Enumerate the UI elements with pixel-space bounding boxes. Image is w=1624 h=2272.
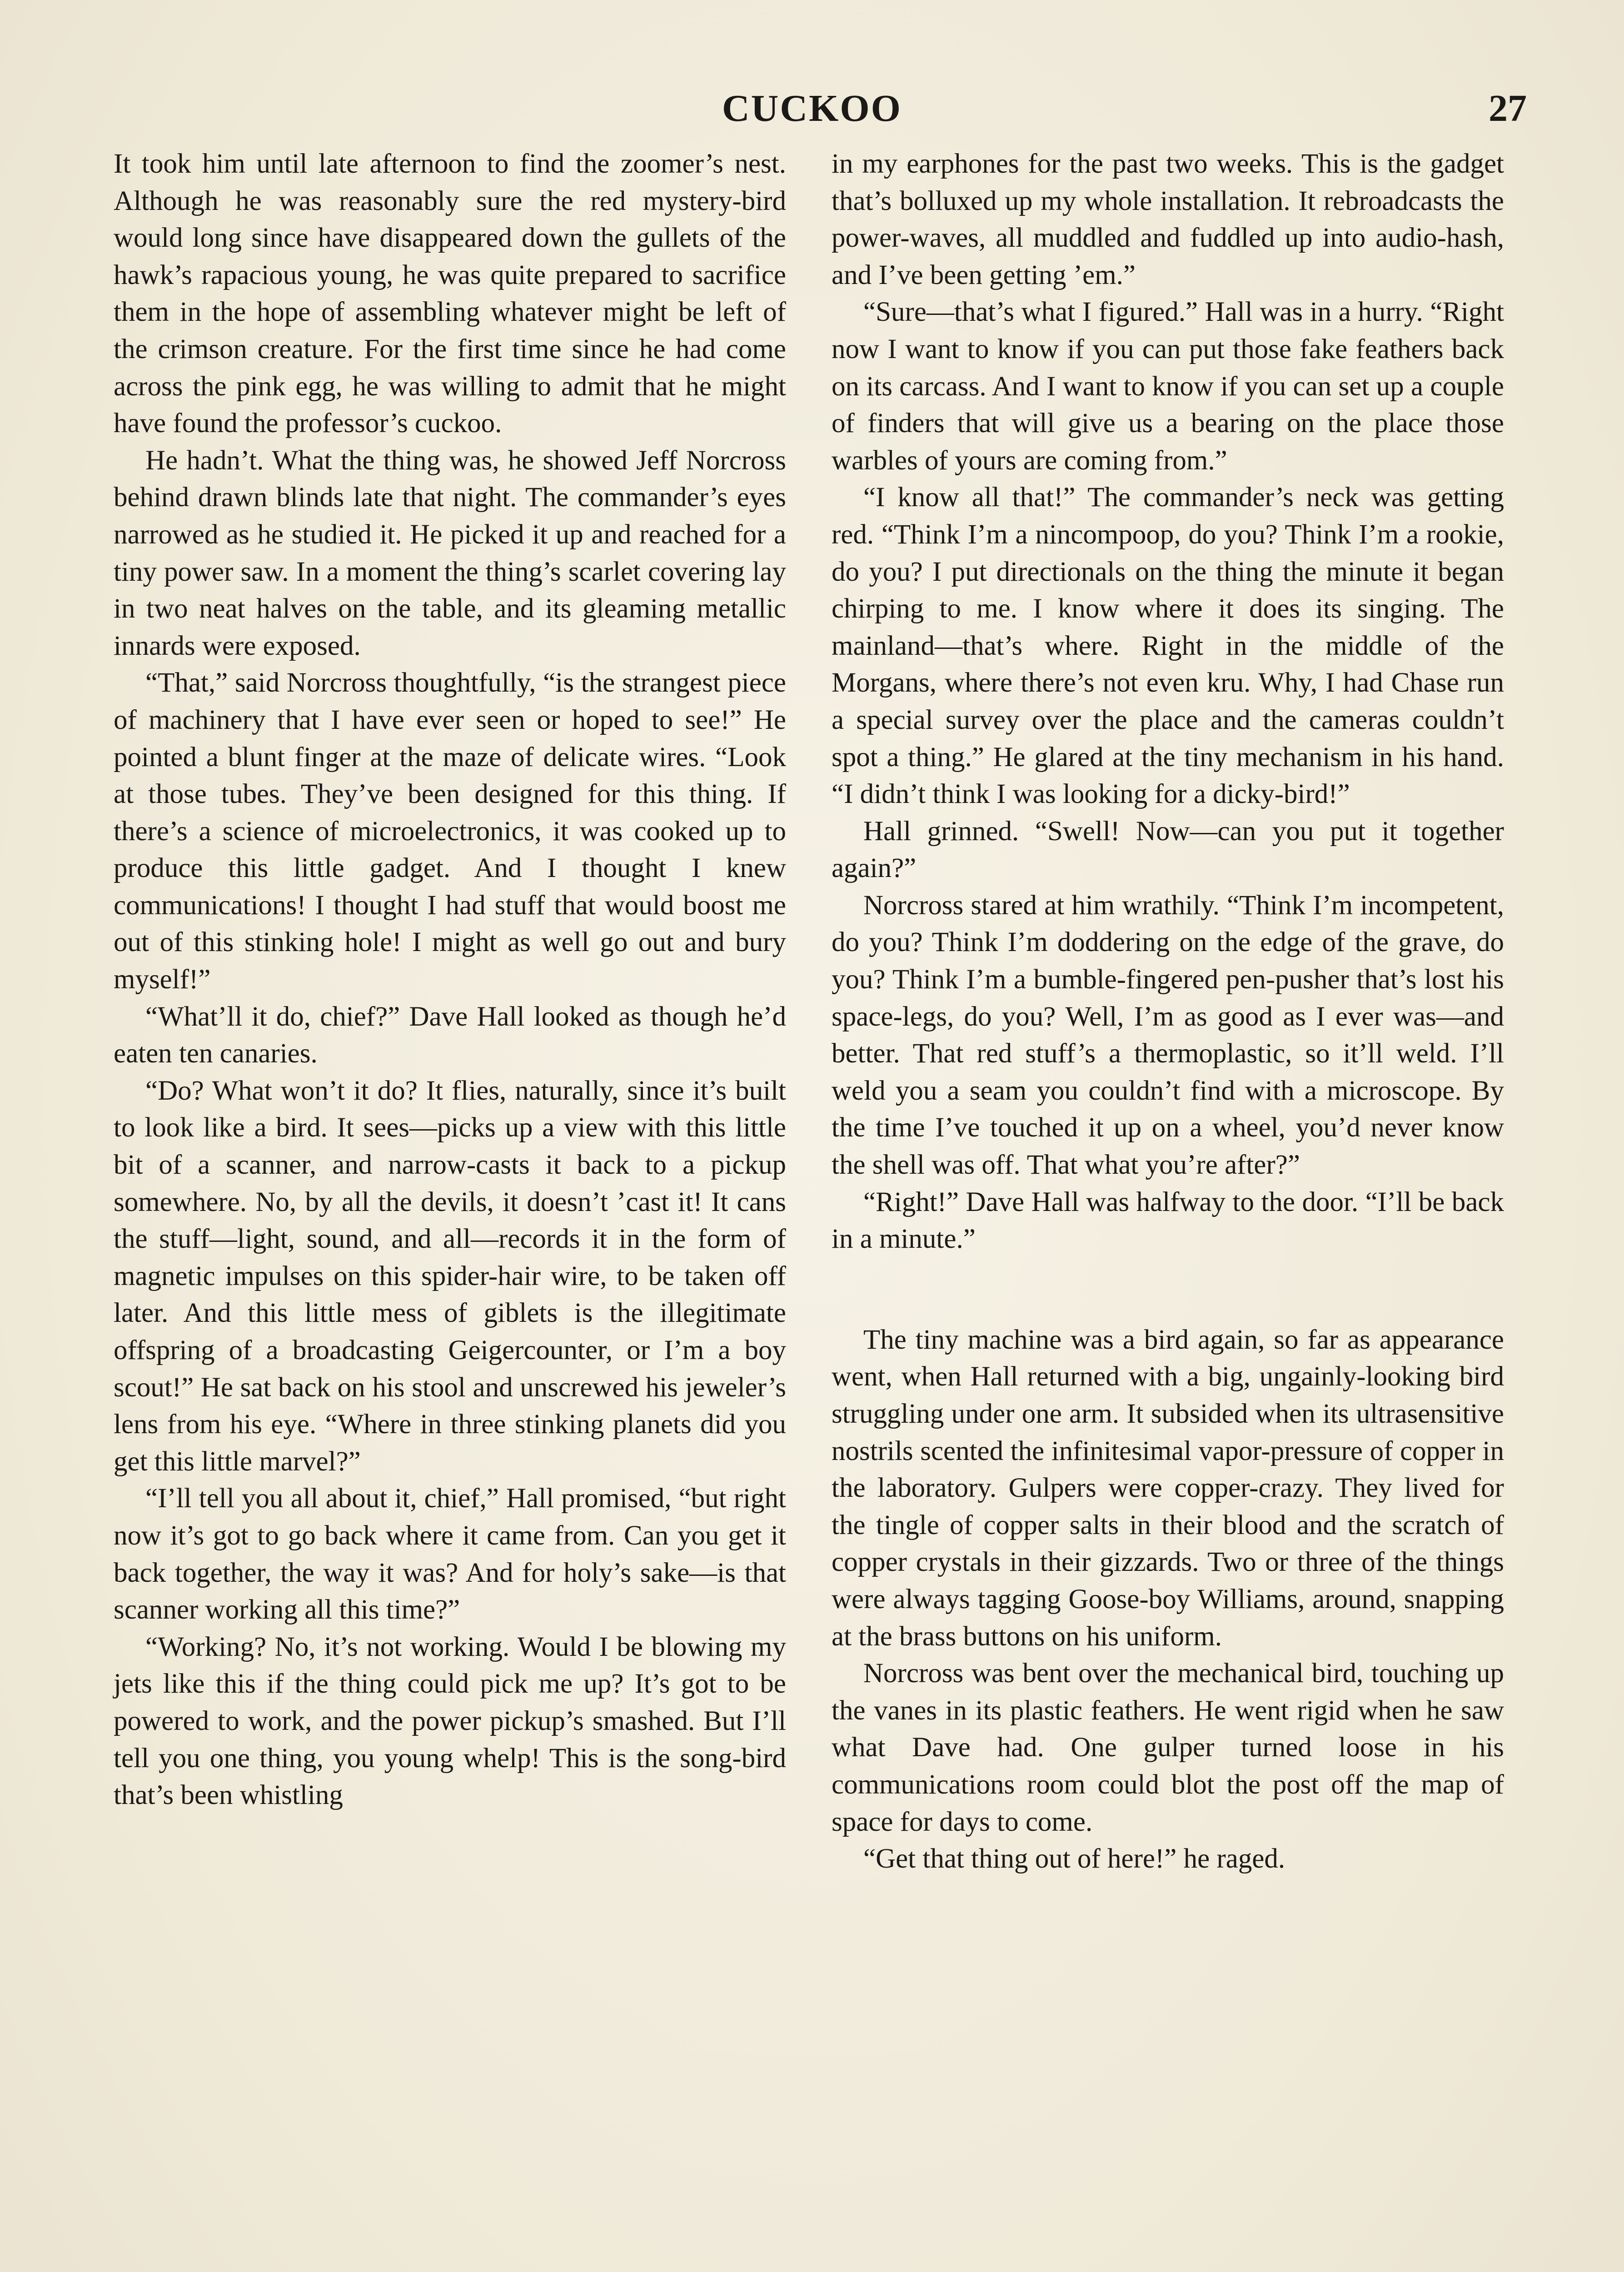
paragraph: Norcross stared at him wrathily. “Think I’m incompetent, do you? Think I’m doddering on the edge of the grave, do you? Think I’m a bumble-fingered pen-pusher that’s lost his space-legs, do you? Well, I’m as good as I ever was—and better. That red stuff’s a thermoplastic, so it’ll weld. I’ll weld you a seam you couldn’t find with a microscope. By the time I’ve touched it up on a wheel, you’d never know the shell was off. That what you’re after?”	[832, 890, 1504, 1181]
paragraph: “Do? What won’t it do? It flies, naturally, since it’s built to look like a bird. It sees—picks up a view with this little bit of a scanner, and narrow-casts it back to a pickup somewhere. No, by all the devils, it doesn’t ’cast it! It cans the stuff—light, sound, and all—records it in the form of magnetic impulses on this spider-hair wire, to be taken off later. And this little mess of giblets is the illegitimate offspring of a broadcasting Geigercounter, or I’m a boy scout!” He sat back on his stool and unscrewed his jeweler’s lens from his eye. “Where in three stinking planets did you get this little marvel?”	[114, 1075, 786, 1477]
paragraph: in my earphones for the past two weeks. This is the gadget that’s bolluxed up my whole installation. It rebroadcasts the power-waves, all muddled and fuddled up into audio-hash, and I’ve been getting ’em.”	[832, 149, 1504, 290]
paragraph: “Right!” Dave Hall was halfway to the door. “I’ll be back in a minute.”	[832, 1186, 1504, 1255]
running-title: CUCKOO	[722, 87, 902, 130]
paragraph: “Sure—that’s what I figured.” Hall was in a hurry. “Right now I want to know if you can put those fake feathers back on its carcass. And I want to know if you can set up a couple of finders that will give us a bearing on the place those warbles of yours are coming from.”	[832, 297, 1504, 476]
paragraph: “Get that thing out of here!” he raged.	[863, 1844, 1285, 1874]
paragraph: “I’ll tell you all about it, chief,” Hall promised, “but right now it’s got to go back where it came from. Can you get it back together, the way it was? And for holy’s sake—is that scanner working all this time?”	[114, 1483, 786, 1625]
paragraph: “That,” said Norcross thoughtfully, “is the strangest piece of machinery that I have ever seen or hoped to see!” He pointed a blunt finger at the maze of delicate wires. “Look at those tubes. They’ve been designed for this thing. If there’s a science of microelectronics, it was cooked up to produce this little gadget. And I thought I knew communications! I thought I had stuff that would boost me out of this stinking hole! I might as well go out and bury myself!”	[114, 668, 786, 995]
paragraph: He hadn’t. What the thing was, he showed Jeff Norcross behind drawn blinds late that night. The commander’s eyes narrowed as he studied it. He picked it up and reached for a tiny power saw. In a moment the thing’s scarlet covering lay in two neat halves on the table, and its gleaming metallic innards were exposed.	[114, 445, 786, 661]
page-number: 27	[1489, 87, 1527, 130]
paragraph: “What’ll it do, chief?” Dave Hall looked as though he’d eaten ten canaries.	[114, 1001, 786, 1069]
right-column	[832, 145, 1504, 1878]
paragraph: “I know all that!” The commander’s neck was getting red. “Think I’m a nincompoop, do you? Think I’m a rookie, do you? I put directionals on the thing the minute it began chirping to me. I know where it does its singing. The mainland—that’s where. Right in the middle of the Morgans, where there’s not even kru. Why, I had Chase run a special survey over the place and the cameras couldn’t spot a thing.” He glared at the tiny mechanism in his hand. “I didn’t think I was looking for a dicky-bird!”	[832, 482, 1504, 810]
paragraph: Hall grinned. “Swell! Now—can you put it together again?”	[832, 816, 1504, 884]
paragraph: The tiny machine was a bird again, so far as appearance went, when Hall returned with a big, ungainly-looking bird struggling under one arm. It subsided when its ultrasensitive nostrils scented the infinitesimal vapor-pressure of copper in the laboratory. Gulpers were copper-crazy. They lived for the tingle of copper salts in their blood and the scratch of copper crystals in their gizzards. Two or three of the things were always tagging Goose-boy Williams, around, snapping at the brass buttons on his uniform.	[832, 1324, 1504, 1652]
paragraph: “Working? No, it’s not working. Would I be blowing my jets like this if the thing could pick me up? It’s got to be powered to work, and the power pickup’s smashed. But I’ll tell you one thing, you young whelp! This is the song-bird that’s been whistling	[114, 1631, 786, 1811]
left-column	[114, 145, 786, 1814]
paragraph: It took him until late afternoon to find the zoomer’s nest. Although he was reasonably sure the red mystery-bird would long since have disappeared down the gullets of the hawk’s rapacious young, he was quite prepared to sacrifice them in the hope of assembling whatever might be left of the crimson creature. For the first time since he had come across the pink egg, he was willing to admit that he might have found the professor’s cuckoo.	[114, 149, 786, 439]
paragraph: Norcross was bent over the mechanical bird, touching up the vanes in its plastic feathers. He went rigid when he saw what Dave had. One gulper turned loose in his communications room could blot the post off the map of space for days to come.	[832, 1658, 1504, 1837]
